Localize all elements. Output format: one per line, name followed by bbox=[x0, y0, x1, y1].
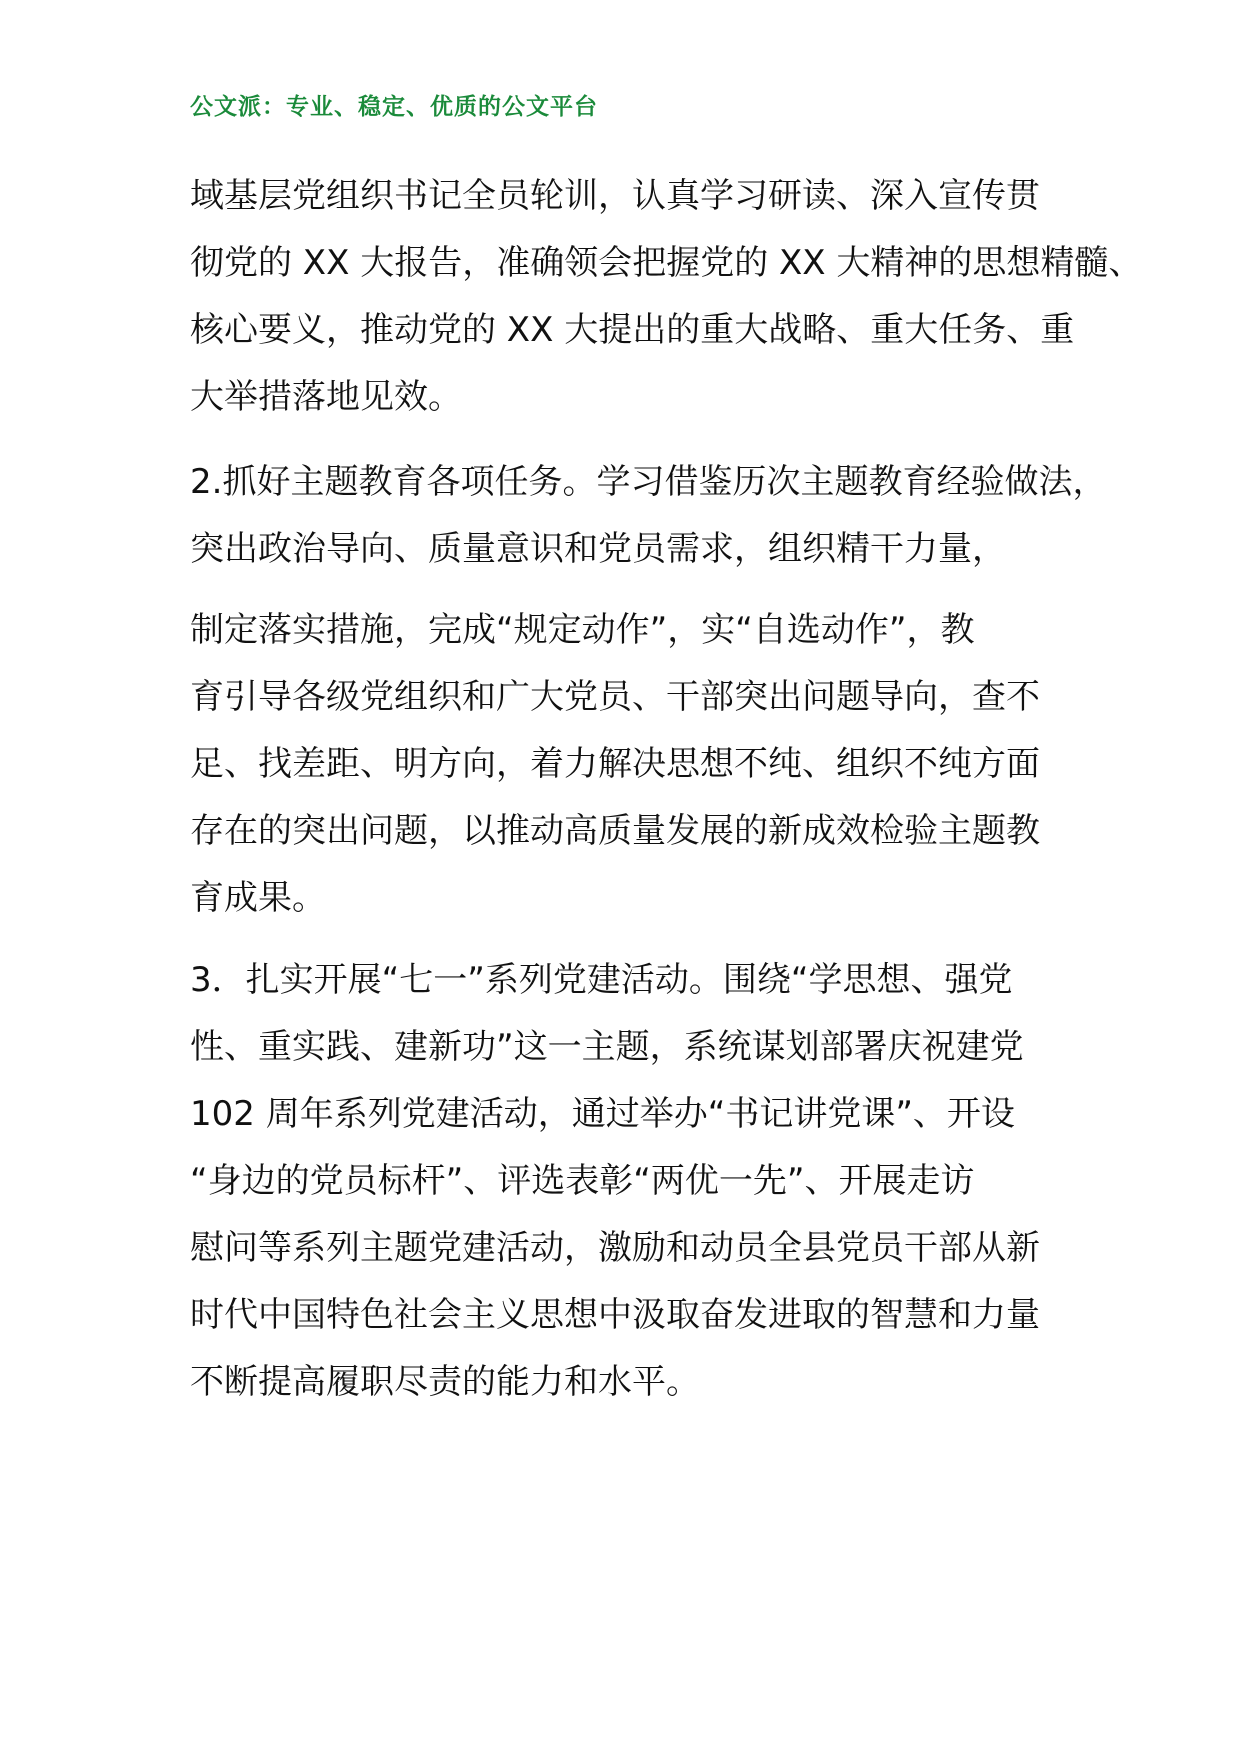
body-line-1: 域基层党组织书记全员轮训，认真学习研读、深入宣传贯 bbox=[190, 176, 1040, 216]
body-line-9: 足、找差距、明方向，着力解决思想不纯、组织不纯方面 bbox=[190, 744, 1040, 784]
body-line-18: 不断提高履职尽责的能力和水平。 bbox=[190, 1362, 700, 1402]
body-line-11: 育成果。 bbox=[190, 878, 326, 918]
body-line-14: 102 周年系列党建活动，通过举办“书记讲党课”、开设 bbox=[190, 1094, 1015, 1134]
body-line-15: “身边的党员标杆”、评选表彰“两优一先”、开展走访 bbox=[190, 1161, 975, 1201]
body-line-3: 核心要义，推动党的 XX 大提出的重大战略、重大任务、重 bbox=[190, 310, 1075, 350]
body-line-5: 2.抓好主题教育各项任务。学习借鉴历次主题教育经验做法， bbox=[190, 462, 1107, 502]
body-line-8: 育引导各级党组织和广大党员、干部突出问题导向，查不 bbox=[190, 677, 1040, 717]
body-line-17: 时代中国特色社会主义思想中汲取奋发进取的智慧和力量 bbox=[190, 1295, 1040, 1335]
site-header-banner: 公文派：专业、稳定、优质的公文平台 bbox=[190, 94, 598, 120]
body-line-10: 存在的突出问题，以推动高质量发展的新成效检验主题教 bbox=[190, 811, 1040, 851]
body-line-13: 性、重实践、建新功”这一主题，系统谋划部署庆祝建党 bbox=[190, 1027, 1024, 1067]
body-line-16: 慰问等系列主题党建活动，激励和动员全县党员干部从新 bbox=[190, 1228, 1040, 1268]
body-line-6: 突出政治导向、质量意识和党员需求，组织精干力量， bbox=[190, 529, 1006, 569]
body-line-2: 彻党的 XX 大报告，准确领会把握党的 XX 大精神的思想精髓、 bbox=[190, 243, 1143, 283]
body-line-12: 3．扎实开展“七一”系列党建活动。围绕“学思想、强党 bbox=[190, 960, 1013, 1000]
body-line-7: 制定落实措施，完成“规定动作”，实“自选动作”，教 bbox=[190, 610, 975, 650]
body-line-4: 大举措落地见效。 bbox=[190, 377, 462, 417]
